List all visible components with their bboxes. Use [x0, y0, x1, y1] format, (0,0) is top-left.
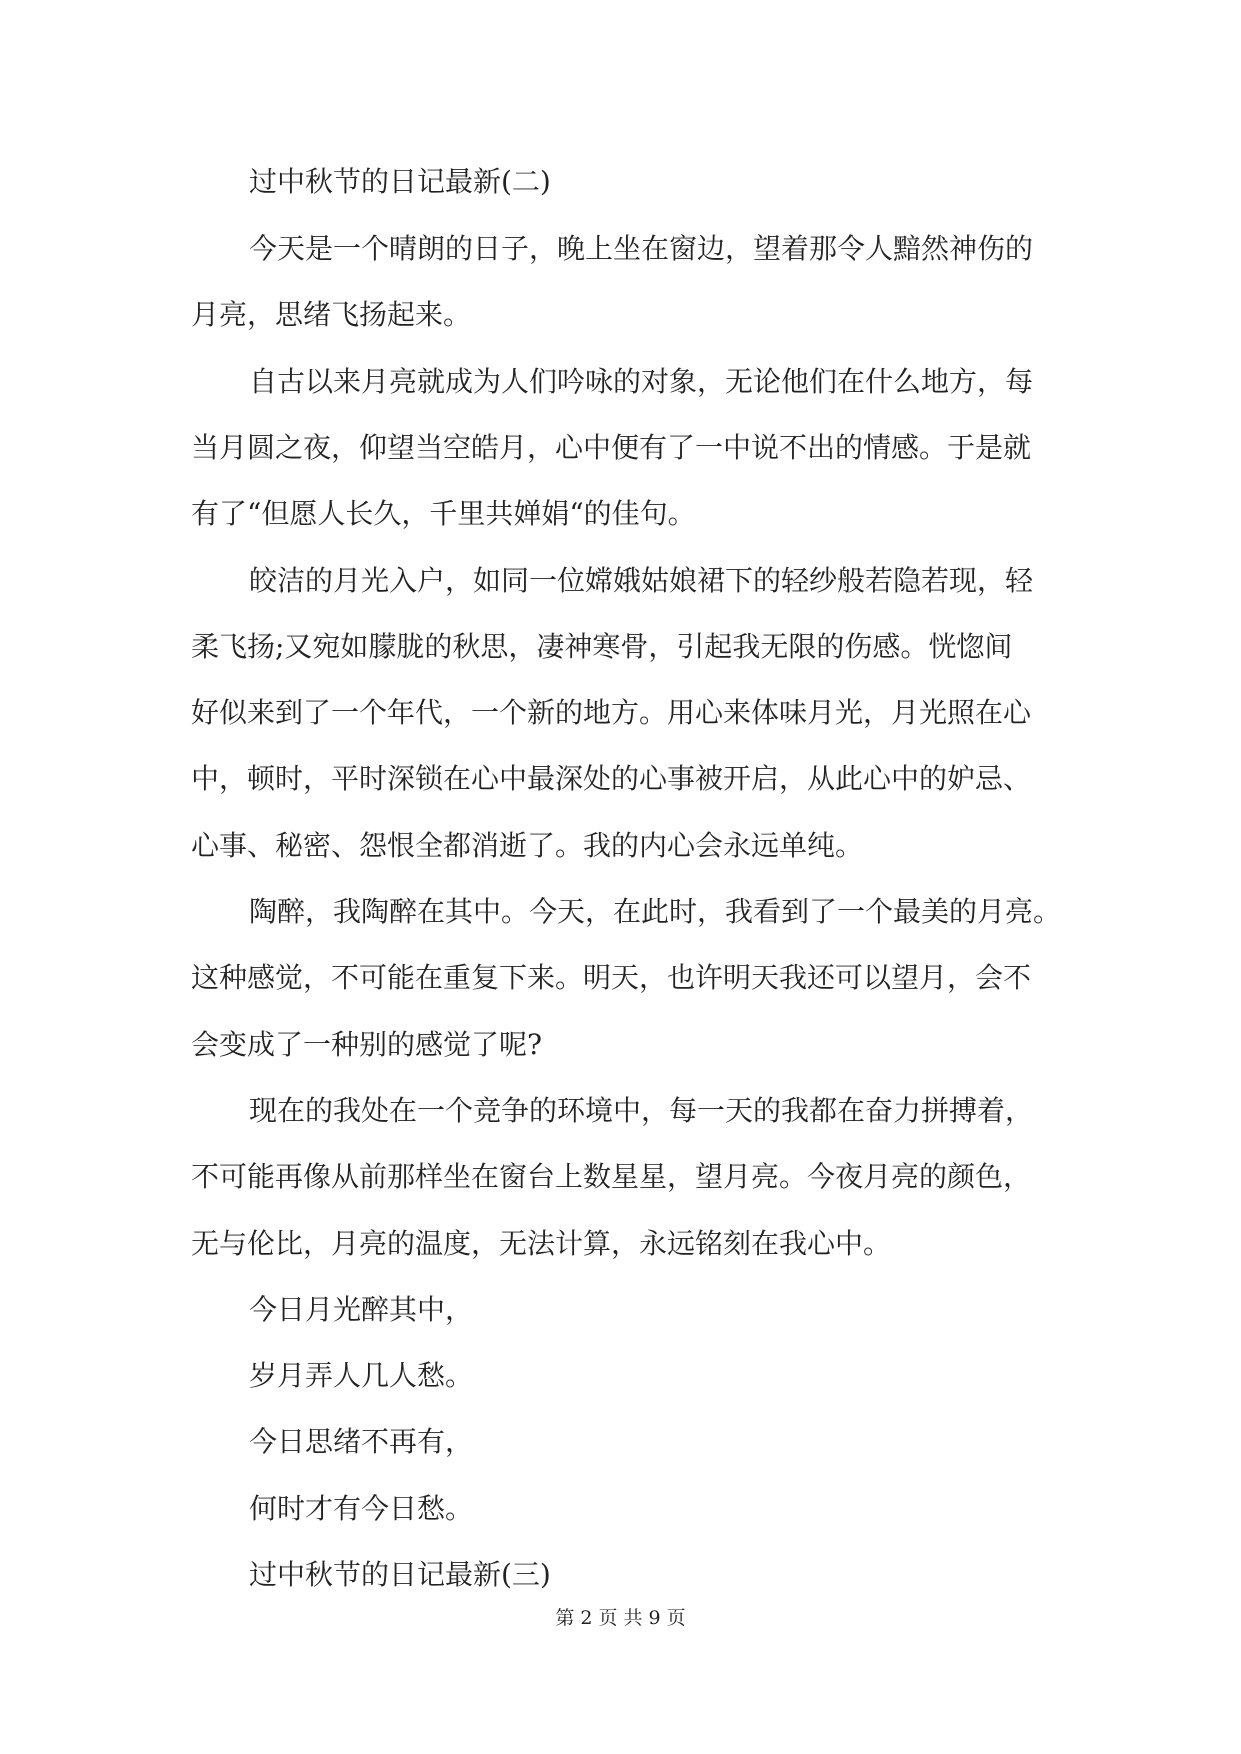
paragraph-line: 不可能再像从前那样坐在窗台上数星星，望月亮。今夜月亮的颜色， [191, 1160, 1032, 1193]
paragraph-line: 陶醉，我陶醉在其中。今天，在此时，我看到了一个最美的月亮。 [249, 895, 1062, 928]
paragraph-line: 中，顿时，平时深锁在心中最深处的心事被开启，从此心中的妒忌、 [191, 762, 1032, 795]
poem-line: 今日思绪不再有， [249, 1425, 474, 1458]
poem-line: 何时才有今日愁。 [249, 1492, 474, 1525]
poem-line: 岁月弄人几人愁。 [249, 1359, 474, 1392]
paragraph-line: 有了“但愿人长久，千里共婵娟“的佳句。 [191, 497, 696, 530]
paragraph-line: 当月圆之夜，仰望当空皓月，心中便有了一中说不出的情感。于是就 [191, 431, 1032, 464]
page-number-footer: 第 2 页 共 9 页 [555, 1607, 686, 1629]
paragraph-line: 月亮，思绪飞扬起来。 [191, 298, 472, 331]
paragraph-line: 自古以来月亮就成为人们吟咏的对象，无论他们在什么地方，每 [249, 365, 1034, 398]
paragraph-line: 这种感觉，不可能在重复下来。明天，也许明天我还可以望月，会不 [191, 961, 1032, 994]
paragraph-line: 好似来到了一个年代，一个新的地方。用心来体味月光，月光照在心 [191, 696, 1032, 729]
paragraph-line: 柔飞扬;又宛如朦胧的秋思，凄神寒骨，引起我无限的伤感。恍惚间 [191, 630, 1013, 663]
paragraph-line: 无与伦比，月亮的温度，无法计算，永远铭刻在我心中。 [191, 1227, 892, 1260]
paragraph-line: 现在的我处在一个竞争的环境中，每一天的我都在奋力拼搏着， [249, 1094, 1034, 1127]
paragraph-line: 心事、秘密、怨恨全都消逝了。我的内心会永远单纯。 [191, 829, 864, 862]
paragraph-line: 皎洁的月光入户，如同一位嫦娥姑娘裙下的轻纱般若隐若现，轻 [249, 564, 1034, 597]
section-heading: 过中秋节的日记最新(二) [249, 165, 551, 198]
poem-line: 今日月光醉其中， [249, 1293, 474, 1326]
paragraph-line: 会变成了一种别的感觉了呢? [191, 1028, 543, 1061]
paragraph-line: 今天是一个晴朗的日子，晚上坐在窗边，望着那令人黯然神伤的 [249, 232, 1034, 265]
section-heading: 过中秋节的日记最新(三) [249, 1558, 551, 1591]
